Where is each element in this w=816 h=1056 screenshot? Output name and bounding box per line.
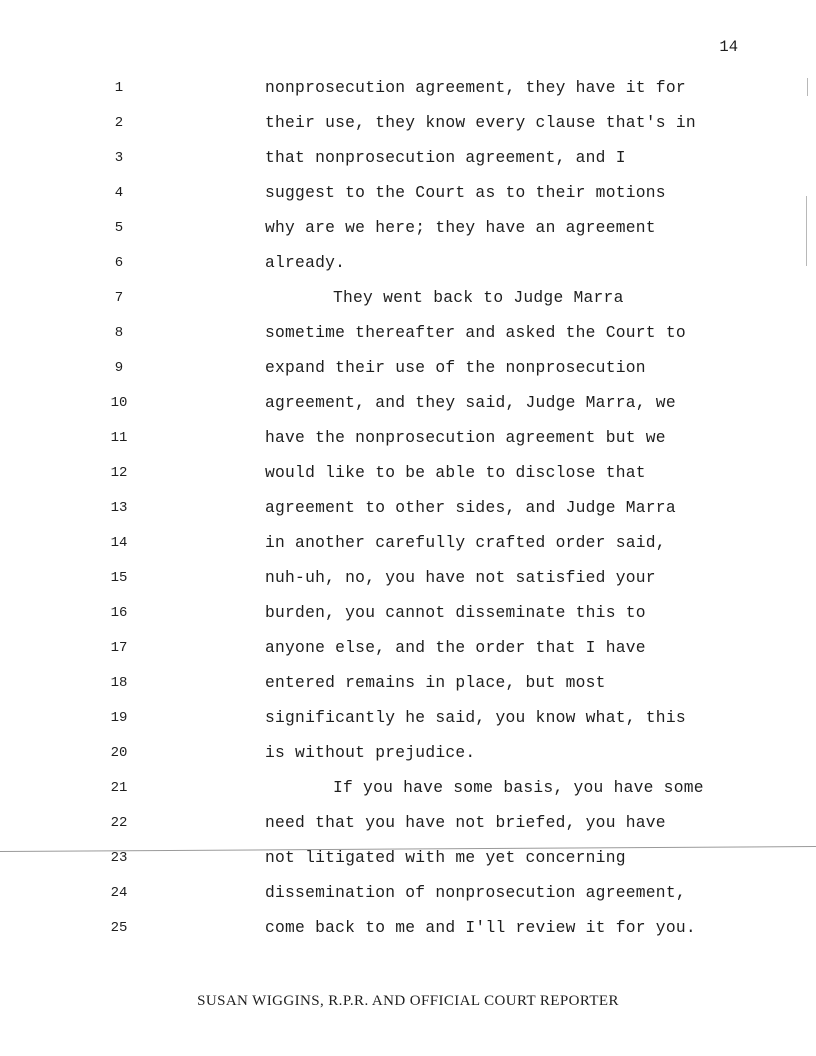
transcript-line xyxy=(0,638,816,658)
line-number: 17 xyxy=(110,640,128,656)
line-number: 8 xyxy=(114,325,124,341)
line-text: nuh-uh, no, you have not satisfied your xyxy=(265,568,656,587)
transcript-line xyxy=(0,393,816,413)
line-number: 16 xyxy=(110,605,128,621)
line-number: 21 xyxy=(110,780,128,796)
transcript-line xyxy=(0,78,816,98)
line-number: 7 xyxy=(114,290,124,306)
line-number: 19 xyxy=(110,710,128,726)
line-text: in another carefully crafted order said, xyxy=(265,533,666,552)
line-text: agreement to other sides, and Judge Marra xyxy=(265,498,676,517)
line-number: 6 xyxy=(114,255,124,271)
line-text: come back to me and I'll review it for you. xyxy=(265,918,696,937)
line-text: dissemination of nonprosecution agreement, xyxy=(265,883,686,902)
line-text: nonprosecution agreement, they have it for xyxy=(265,78,686,97)
line-text: If you have some basis, you have some xyxy=(333,778,704,797)
transcript-line xyxy=(0,533,816,553)
line-text: already. xyxy=(265,253,346,272)
page-number: 14 xyxy=(719,38,738,56)
line-text: burden, you cannot disseminate this to xyxy=(265,603,646,622)
line-text: is without prejudice. xyxy=(265,743,476,762)
line-text: that nonprosecution agreement, and I xyxy=(265,148,626,167)
transcript-line xyxy=(0,148,816,168)
scan-artifact-mark xyxy=(806,196,807,266)
transcript-line xyxy=(0,708,816,728)
line-text: would like to be able to disclose that xyxy=(265,463,646,482)
transcript-line xyxy=(0,603,816,623)
transcript-line xyxy=(0,358,816,378)
line-number: 15 xyxy=(110,570,128,586)
line-number: 20 xyxy=(110,745,128,761)
line-number: 3 xyxy=(114,150,124,166)
transcript-line xyxy=(0,463,816,483)
line-number: 9 xyxy=(114,360,124,376)
line-text: sometime thereafter and asked the Court to xyxy=(265,323,686,342)
line-number: 18 xyxy=(110,675,128,691)
line-number: 14 xyxy=(110,535,128,551)
transcript-line xyxy=(0,253,816,273)
line-number: 4 xyxy=(114,185,124,201)
transcript-line xyxy=(0,743,816,763)
line-text: entered remains in place, but most xyxy=(265,673,606,692)
line-number: 10 xyxy=(110,395,128,411)
court-reporter-footer: SUSAN WIGGINS, R.P.R. AND OFFICIAL COURT REPORTER xyxy=(197,993,619,1009)
line-text: their use, they know every clause that's in xyxy=(265,113,696,132)
line-text: anyone else, and the order that I have xyxy=(265,638,646,657)
transcript-line xyxy=(0,778,816,798)
line-text: not litigated with me yet concerning xyxy=(265,848,626,867)
line-number: 22 xyxy=(110,815,128,831)
line-number: 13 xyxy=(110,500,128,516)
line-number: 12 xyxy=(110,465,128,481)
transcript-line xyxy=(0,498,816,518)
transcript-line xyxy=(0,883,816,903)
line-text: significantly he said, you know what, this xyxy=(265,708,686,727)
transcript-line xyxy=(0,428,816,448)
line-number: 5 xyxy=(114,220,124,236)
transcript-line xyxy=(0,183,816,203)
transcript-line xyxy=(0,918,816,938)
line-number: 25 xyxy=(110,920,128,936)
line-text: why are we here; they have an agreement xyxy=(265,218,656,237)
line-number: 11 xyxy=(110,430,128,446)
line-number: 23 xyxy=(110,850,128,866)
line-text: agreement, and they said, Judge Marra, we xyxy=(265,393,676,412)
line-text: They went back to Judge Marra xyxy=(333,288,624,307)
line-number: 2 xyxy=(114,115,124,131)
line-text: suggest to the Court as to their motions xyxy=(265,183,666,202)
transcript-line xyxy=(0,813,816,833)
transcript-line xyxy=(0,288,816,308)
transcript-line xyxy=(0,113,816,133)
line-number: 24 xyxy=(110,885,128,901)
transcript-line xyxy=(0,218,816,238)
transcript-line xyxy=(0,673,816,693)
line-text: expand their use of the nonprosecution xyxy=(265,358,646,377)
line-text: need that you have not briefed, you have xyxy=(265,813,666,832)
line-text: have the nonprosecution agreement but we xyxy=(265,428,666,447)
line-number: 1 xyxy=(114,80,124,96)
scan-artifact-mark xyxy=(807,78,808,96)
transcript-line xyxy=(0,323,816,343)
transcript-line xyxy=(0,568,816,588)
